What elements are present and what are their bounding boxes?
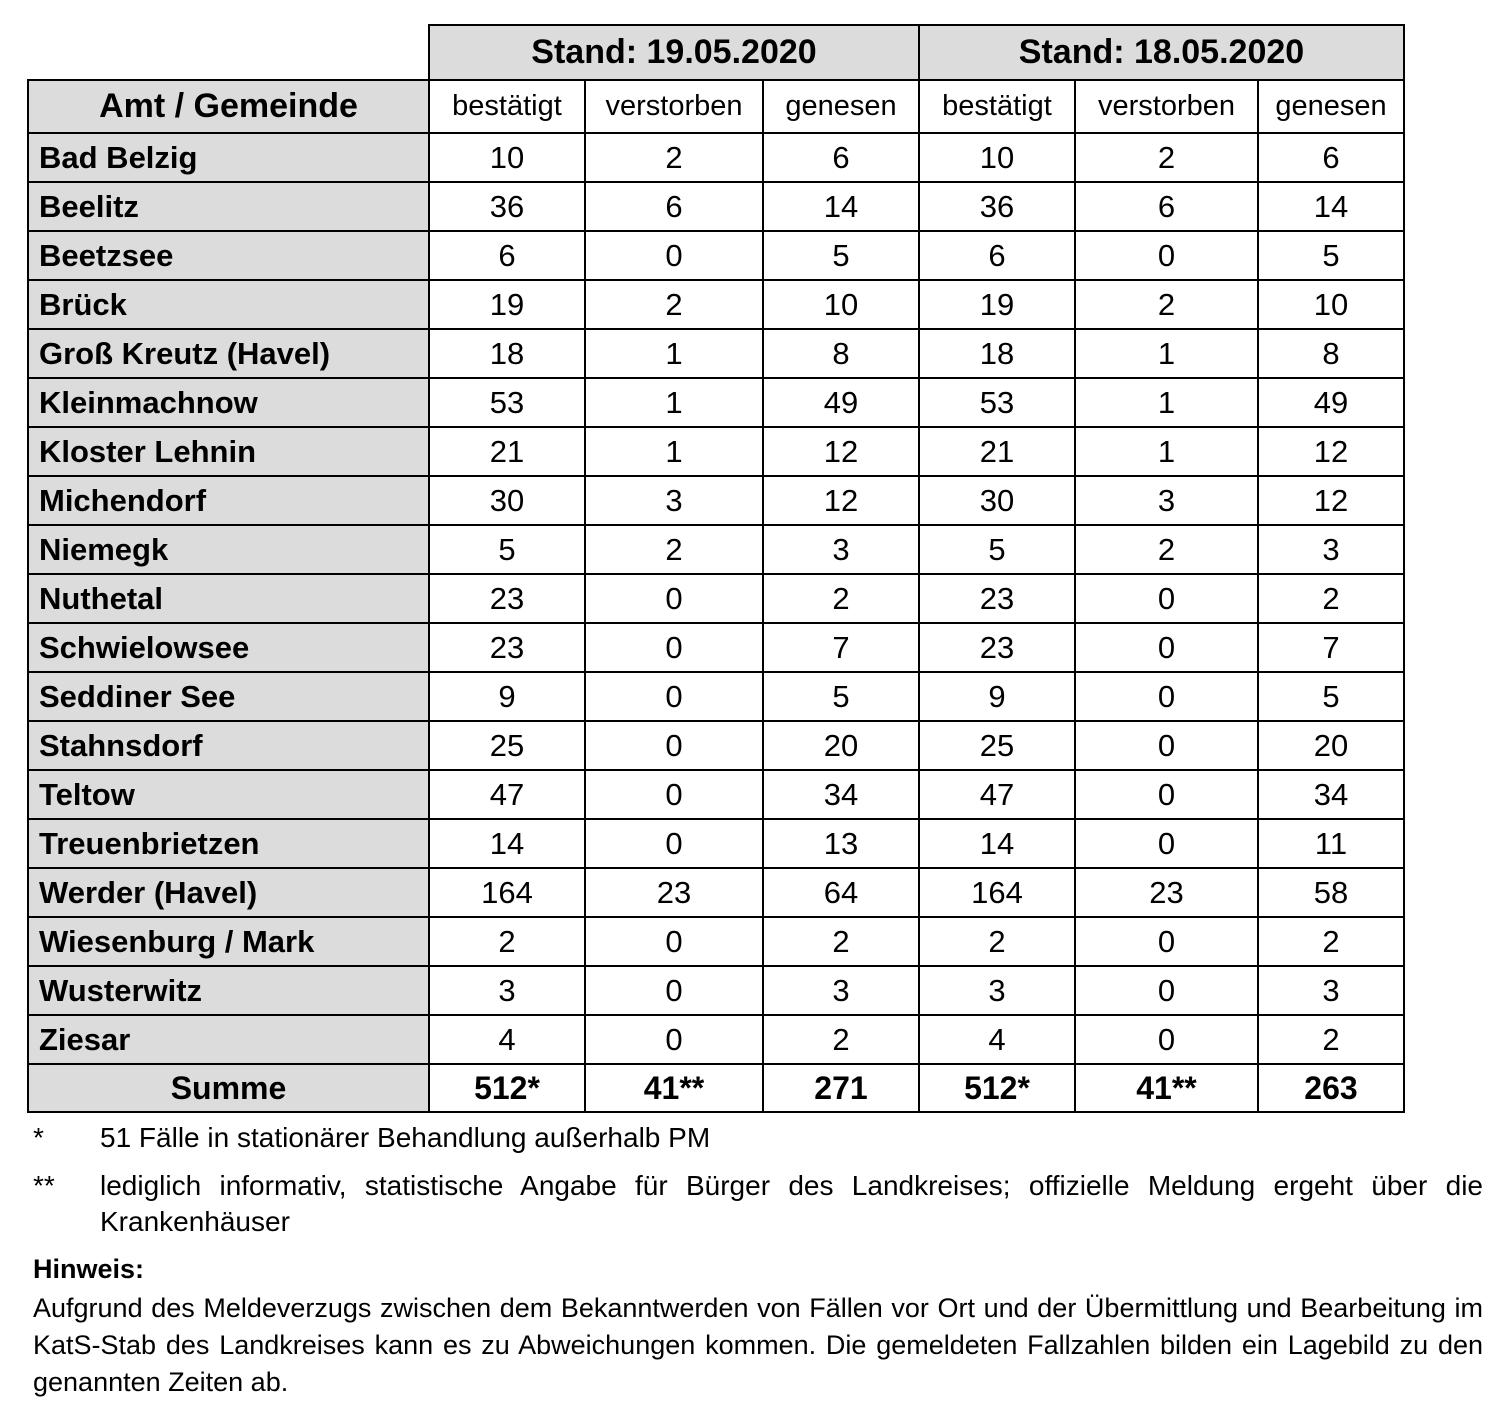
recovered-d1-cell: 12 [763, 476, 919, 525]
case-table [27, 24, 1405, 1113]
confirmed-d2-cell: 6 [919, 231, 1075, 280]
deceased-d2-cell: 0 [1075, 819, 1258, 868]
recovered-d1-cell: 12 [763, 427, 919, 476]
deceased-d1-cell: 2 [585, 133, 763, 182]
footnote-text: 51 Fälle in stationärer Behandlung außerhalb PM [100, 1122, 711, 1153]
recovered-d1-cell: 10 [763, 280, 919, 329]
deceased-d1-cell: 2 [585, 280, 763, 329]
recovered-d1-cell: 13 [763, 819, 919, 868]
col-confirmed-2: bestätigt [919, 80, 1075, 133]
deceased-d2-cell: 0 [1075, 966, 1258, 1015]
confirmed-d1-cell: 23 [429, 623, 585, 672]
gemeinde-name: Kloster Lehnin [28, 427, 429, 476]
table-row [28, 868, 1404, 917]
recovered-d2-cell: 20 [1258, 721, 1404, 770]
table-row [28, 378, 1404, 427]
table-row [28, 966, 1404, 1015]
sum-row [28, 1064, 1404, 1112]
table-row [28, 427, 1404, 476]
deceased-d1-cell: 0 [585, 966, 763, 1015]
recovered-d2-cell: 7 [1258, 623, 1404, 672]
confirmed-d1-cell: 47 [429, 770, 585, 819]
recovered-d1-cell: 20 [763, 721, 919, 770]
table-body [28, 133, 1404, 1112]
recovered-d2-cell: 10 [1258, 280, 1404, 329]
table-row [28, 525, 1404, 574]
confirmed-d1-cell: 10 [429, 133, 585, 182]
confirmed-d2-cell: 23 [919, 574, 1075, 623]
confirmed-d1-cell: 3 [429, 966, 585, 1015]
gemeinde-name: Groß Kreutz (Havel) [28, 329, 429, 378]
recovered-d1-cell: 49 [763, 378, 919, 427]
table-row [28, 280, 1404, 329]
deceased-d2-cell: 0 [1075, 574, 1258, 623]
confirmed-d1-cell: 53 [429, 378, 585, 427]
gemeinde-name: Kleinmachnow [28, 378, 429, 427]
col-deceased-1: verstorben [585, 80, 763, 133]
confirmed-d1-cell: 36 [429, 182, 585, 231]
table-row [28, 1015, 1404, 1064]
gemeinde-name: Niemegk [28, 525, 429, 574]
table-row [28, 819, 1404, 868]
gemeinde-name: Beelitz [28, 182, 429, 231]
deceased-d2-cell: 0 [1075, 672, 1258, 721]
gemeinde-name: Bad Belzig [28, 133, 429, 182]
col-confirmed-1: bestätigt [429, 80, 585, 133]
deceased-d1-cell: 1 [585, 427, 763, 476]
deceased-d2-cell: 1 [1075, 427, 1258, 476]
col-recovered-2: genesen [1258, 80, 1404, 133]
deceased-d1-cell: 0 [585, 917, 763, 966]
deceased-d2-cell: 6 [1075, 182, 1258, 231]
confirmed-d1-cell: 25 [429, 721, 585, 770]
recovered-d1-cell: 64 [763, 868, 919, 917]
table-row [28, 476, 1404, 525]
footnote-mark: * [33, 1122, 44, 1153]
confirmed-d1-cell: 9 [429, 672, 585, 721]
recovered-d1-cell: 6 [763, 133, 919, 182]
sum-recovered-d1-cell: 271 [763, 1064, 919, 1112]
recovered-d2-cell: 2 [1258, 574, 1404, 623]
deceased-d1-cell: 0 [585, 1015, 763, 1064]
recovered-d1-cell: 8 [763, 329, 919, 378]
recovered-d2-cell: 34 [1258, 770, 1404, 819]
confirmed-d2-cell: 30 [919, 476, 1075, 525]
footnote-2 [33, 1168, 1483, 1240]
deceased-d2-cell: 2 [1075, 525, 1258, 574]
confirmed-d2-cell: 25 [919, 721, 1075, 770]
recovered-d2-cell: 5 [1258, 231, 1404, 280]
recovered-d2-cell: 2 [1258, 1015, 1404, 1064]
deceased-d2-cell: 2 [1075, 280, 1258, 329]
recovered-d2-cell: 11 [1258, 819, 1404, 868]
confirmed-d2-cell: 2 [919, 917, 1075, 966]
confirmed-d1-cell: 164 [429, 868, 585, 917]
recovered-d2-cell: 5 [1258, 672, 1404, 721]
recovered-d1-cell: 14 [763, 182, 919, 231]
gemeinde-name: Ziesar [28, 1015, 429, 1064]
col-deceased-2: verstorben [1075, 80, 1258, 133]
confirmed-d1-cell: 6 [429, 231, 585, 280]
confirmed-d2-cell: 19 [919, 280, 1075, 329]
deceased-d2-cell: 3 [1075, 476, 1258, 525]
confirmed-d1-cell: 5 [429, 525, 585, 574]
deceased-d1-cell: 1 [585, 329, 763, 378]
gemeinde-name: Stahnsdorf [28, 721, 429, 770]
recovered-d1-cell: 7 [763, 623, 919, 672]
deceased-d2-cell: 0 [1075, 1015, 1258, 1064]
recovered-d2-cell: 8 [1258, 329, 1404, 378]
deceased-d1-cell: 0 [585, 231, 763, 280]
recovered-d2-cell: 12 [1258, 476, 1404, 525]
recovered-d1-cell: 2 [763, 1015, 919, 1064]
confirmed-d2-cell: 36 [919, 182, 1075, 231]
deceased-d2-cell: 0 [1075, 231, 1258, 280]
recovered-d1-cell: 2 [763, 917, 919, 966]
table-row [28, 133, 1404, 182]
deceased-d1-cell: 2 [585, 525, 763, 574]
header-blank-cell [28, 25, 429, 80]
gemeinde-name: Wusterwitz [28, 966, 429, 1015]
hinweis-text: Aufgrund des Meldeverzugs zwischen dem Bekanntwerden von Fällen vor Ort und der Übermittlung und Bearbeitung im KatS-Stab des Landkreises kann es zu Abweichungen kommen. Die gemeldeten Fallzahlen bilden ein Lagebild zu den genannten Zeiten ab. [33, 1293, 1483, 1397]
confirmed-d2-cell: 21 [919, 427, 1075, 476]
gemeinde-name: Wiesenburg / Mark [28, 917, 429, 966]
deceased-d2-cell: 1 [1075, 378, 1258, 427]
table-row [28, 182, 1404, 231]
recovered-d2-cell: 2 [1258, 917, 1404, 966]
stand-header-2: Stand: 18.05.2020 [919, 25, 1404, 80]
recovered-d2-cell: 3 [1258, 966, 1404, 1015]
confirmed-d2-cell: 53 [919, 378, 1075, 427]
deceased-d2-cell: 0 [1075, 623, 1258, 672]
amt-gemeinde-header: Amt / Gemeinde [28, 80, 429, 133]
deceased-d1-cell: 0 [585, 574, 763, 623]
recovered-d2-cell: 14 [1258, 182, 1404, 231]
deceased-d2-cell: 0 [1075, 721, 1258, 770]
recovered-d1-cell: 5 [763, 231, 919, 280]
gemeinde-name: Werder (Havel) [28, 868, 429, 917]
confirmed-d2-cell: 3 [919, 966, 1075, 1015]
gemeinde-name: Beetzsee [28, 231, 429, 280]
recovered-d2-cell: 58 [1258, 868, 1404, 917]
confirmed-d1-cell: 18 [429, 329, 585, 378]
recovered-d1-cell: 5 [763, 672, 919, 721]
deceased-d1-cell: 6 [585, 182, 763, 231]
gemeinde-name: Teltow [28, 770, 429, 819]
gemeinde-name: Michendorf [28, 476, 429, 525]
table-row [28, 770, 1404, 819]
sum-confirmed-d2-cell: 512* [919, 1064, 1075, 1112]
confirmed-d2-cell: 23 [919, 623, 1075, 672]
confirmed-d2-cell: 47 [919, 770, 1075, 819]
deceased-d1-cell: 0 [585, 721, 763, 770]
confirmed-d2-cell: 4 [919, 1015, 1075, 1064]
deceased-d2-cell: 23 [1075, 868, 1258, 917]
gemeinde-name: Schwielowsee [28, 623, 429, 672]
recovered-d1-cell: 3 [763, 525, 919, 574]
table-row [28, 672, 1404, 721]
recovered-d2-cell: 12 [1258, 427, 1404, 476]
confirmed-d1-cell: 2 [429, 917, 585, 966]
table-row [28, 623, 1404, 672]
recovered-d2-cell: 49 [1258, 378, 1404, 427]
gemeinde-name: Nuthetal [28, 574, 429, 623]
sum-deceased-d2-cell: 41** [1075, 1064, 1258, 1112]
confirmed-d1-cell: 19 [429, 280, 585, 329]
table-row [28, 574, 1404, 623]
deceased-d2-cell: 1 [1075, 329, 1258, 378]
confirmed-d1-cell: 30 [429, 476, 585, 525]
deceased-d1-cell: 1 [585, 378, 763, 427]
confirmed-d2-cell: 164 [919, 868, 1075, 917]
deceased-d1-cell: 0 [585, 770, 763, 819]
deceased-d1-cell: 0 [585, 819, 763, 868]
confirmed-d1-cell: 21 [429, 427, 585, 476]
deceased-d1-cell: 0 [585, 623, 763, 672]
sum-recovered-d2-cell: 263 [1258, 1064, 1404, 1112]
confirmed-d2-cell: 5 [919, 525, 1075, 574]
deceased-d1-cell: 3 [585, 476, 763, 525]
recovered-d2-cell: 3 [1258, 525, 1404, 574]
confirmed-d2-cell: 10 [919, 133, 1075, 182]
sum-label: Summe [28, 1064, 429, 1112]
confirmed-d2-cell: 14 [919, 819, 1075, 868]
footnote-1 [33, 1120, 1483, 1156]
deceased-d2-cell: 2 [1075, 133, 1258, 182]
confirmed-d1-cell: 23 [429, 574, 585, 623]
recovered-d2-cell: 6 [1258, 133, 1404, 182]
recovered-d1-cell: 34 [763, 770, 919, 819]
sum-deceased-d1-cell: 41** [585, 1064, 763, 1112]
gemeinde-name: Seddiner See [28, 672, 429, 721]
sum-confirmed-d1-cell: 512* [429, 1064, 585, 1112]
footnote-mark: ** [33, 1170, 55, 1201]
gemeinde-name: Brück [28, 280, 429, 329]
table-row [28, 721, 1404, 770]
col-recovered-1: genesen [763, 80, 919, 133]
table-row [28, 231, 1404, 280]
deceased-d1-cell: 23 [585, 868, 763, 917]
confirmed-d2-cell: 18 [919, 329, 1075, 378]
deceased-d2-cell: 0 [1075, 917, 1258, 966]
hinweis-title: Hinweis: [33, 1254, 145, 1284]
deceased-d1-cell: 0 [585, 672, 763, 721]
confirmed-d1-cell: 4 [429, 1015, 585, 1064]
deceased-d2-cell: 0 [1075, 770, 1258, 819]
footnote-text: lediglich informativ, statistische Angabe für Bürger des Landkreises; offizielle Meldung ergeht über die Krankenhäuser [100, 1170, 1483, 1237]
confirmed-d1-cell: 14 [429, 819, 585, 868]
recovered-d1-cell: 3 [763, 966, 919, 1015]
table-row [28, 917, 1404, 966]
gemeinde-name: Treuenbrietzen [28, 819, 429, 868]
stand-header-1: Stand: 19.05.2020 [429, 25, 919, 80]
confirmed-d2-cell: 9 [919, 672, 1075, 721]
table-row [28, 329, 1404, 378]
recovered-d1-cell: 2 [763, 574, 919, 623]
